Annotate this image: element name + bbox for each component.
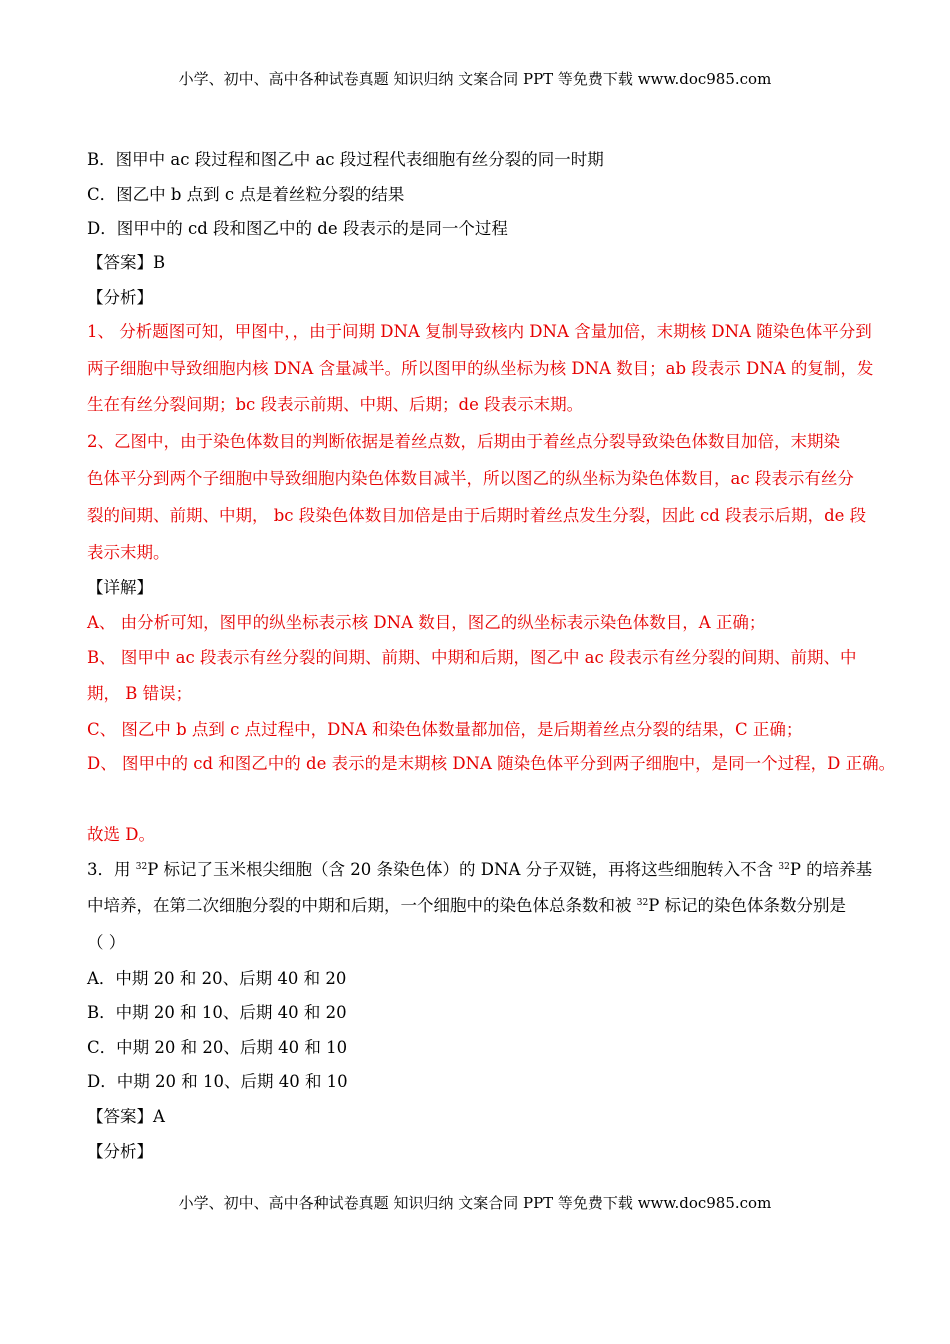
q3-analysis-label: 【分析】 bbox=[87, 1142, 153, 1161]
page-footer: 小学、初中、高中各种试卷真题 知识归纳 文案合同 PPT 等免费下载 www.doc985.com bbox=[178, 1194, 772, 1212]
detail-d: D、 图甲中的 cd 和图乙中的 de 表示的是末期核 DNA 随染色体平分到两子细胞中，是同一个过程，D 正确。 bbox=[87, 754, 896, 773]
analysis-line: 表示末期。 bbox=[87, 543, 170, 562]
detail-a: A、 由分析可知，图甲的纵坐标表示核 DNA 数目，图乙的纵坐标表示染色体数目，A 正确； bbox=[87, 613, 766, 632]
q3-option-a: A．中期 20 和 20、后期 40 和 20 bbox=[87, 969, 347, 988]
option-d: D．图甲中的 cd 段和图乙中的 de 段表示的是同一个过程 bbox=[87, 219, 508, 238]
analysis-line: 2、乙图中，由于染色体数目的判断依据是着丝点数，后期由于着丝点分裂导致染色体数目加倍，末期染 bbox=[87, 432, 840, 451]
option-c: C．图乙中 b 点到 c 点是着丝粒分裂的结果 bbox=[87, 185, 405, 204]
stem-text: 3．用 bbox=[87, 860, 136, 879]
detail-label: 【详解】 bbox=[87, 578, 153, 597]
analysis-line: 裂的间期、前期、中期， bc 段染色体数目加倍是由于后期时着丝点发生分裂，因此 cd 段表示后期，de 段 bbox=[87, 506, 867, 525]
conclusion: 故选 D。 bbox=[87, 825, 155, 844]
option-b: B．图甲中 ac 段过程和图乙中 ac 段过程代表细胞有丝分裂的同一时期 bbox=[87, 150, 604, 169]
question-3-stem-cont bbox=[87, 892, 846, 916]
stem-text: P 标记的染色体条数分别是 bbox=[648, 896, 847, 915]
isotope-superscript: 32 bbox=[778, 862, 790, 872]
analysis-label: 【分析】 bbox=[87, 288, 153, 307]
detail-c: C、 图乙中 b 点到 c 点过程中，DNA 和染色体数量都加倍，是后期着丝点分裂的结果，C 正确； bbox=[87, 720, 803, 739]
question-3-blank: （ ） bbox=[87, 933, 126, 952]
question-3-stem bbox=[87, 856, 872, 880]
detail-b-cont: 期， B 错误； bbox=[87, 684, 193, 703]
stem-text: P 的培养基 bbox=[789, 860, 873, 879]
analysis-line: 两子细胞中导致细胞内核 DNA 含量减半。所以图甲的纵坐标为核 DNA 数目；ab 段表示 DNA 的复制，发 bbox=[87, 359, 874, 378]
analysis-line: 色体平分到两个子细胞中导致细胞内染色体数目减半，所以图乙的纵坐标为染色体数目，ac 段表示有丝分 bbox=[87, 469, 854, 488]
isotope-superscript: 32 bbox=[636, 898, 649, 908]
q3-option-c: C．中期 20 和 20、后期 40 和 10 bbox=[87, 1038, 348, 1057]
answer: 【答案】B bbox=[87, 253, 166, 272]
q3-answer: 【答案】A bbox=[87, 1107, 165, 1126]
analysis-line: 生在有丝分裂间期；bc 段表示前期、中期、后期；de 段表示末期。 bbox=[87, 395, 584, 414]
q3-option-d: D．中期 20 和 10、后期 40 和 10 bbox=[87, 1072, 348, 1091]
stem-text: 中培养，在第二次细胞分裂的中期和后期，一个细胞中的染色体总条数和被 bbox=[87, 896, 637, 915]
isotope-superscript: 32 bbox=[135, 862, 148, 872]
page-header: 小学、初中、高中各种试卷真题 知识归纳 文案合同 PPT 等免费下载 www.doc985.com bbox=[178, 70, 772, 88]
stem-text: P 标记了玉米根尖细胞（含 20 条染色体）的 DNA 分子双链，再将这些细胞转入不含 bbox=[147, 860, 779, 879]
analysis-line: 1、 分析题图可知，甲图中，，由于间期 DNA 复制导致核内 DNA 含量加倍，末期核 DNA 随染色体平分到 bbox=[87, 322, 872, 341]
q3-option-b: B．中期 20 和 10、后期 40 和 20 bbox=[87, 1003, 347, 1022]
detail-b: B、 图甲中 ac 段表示有丝分裂的间期、前期、中期和后期，图乙中 ac 段表示有丝分裂的间期、前期、中 bbox=[87, 648, 857, 667]
